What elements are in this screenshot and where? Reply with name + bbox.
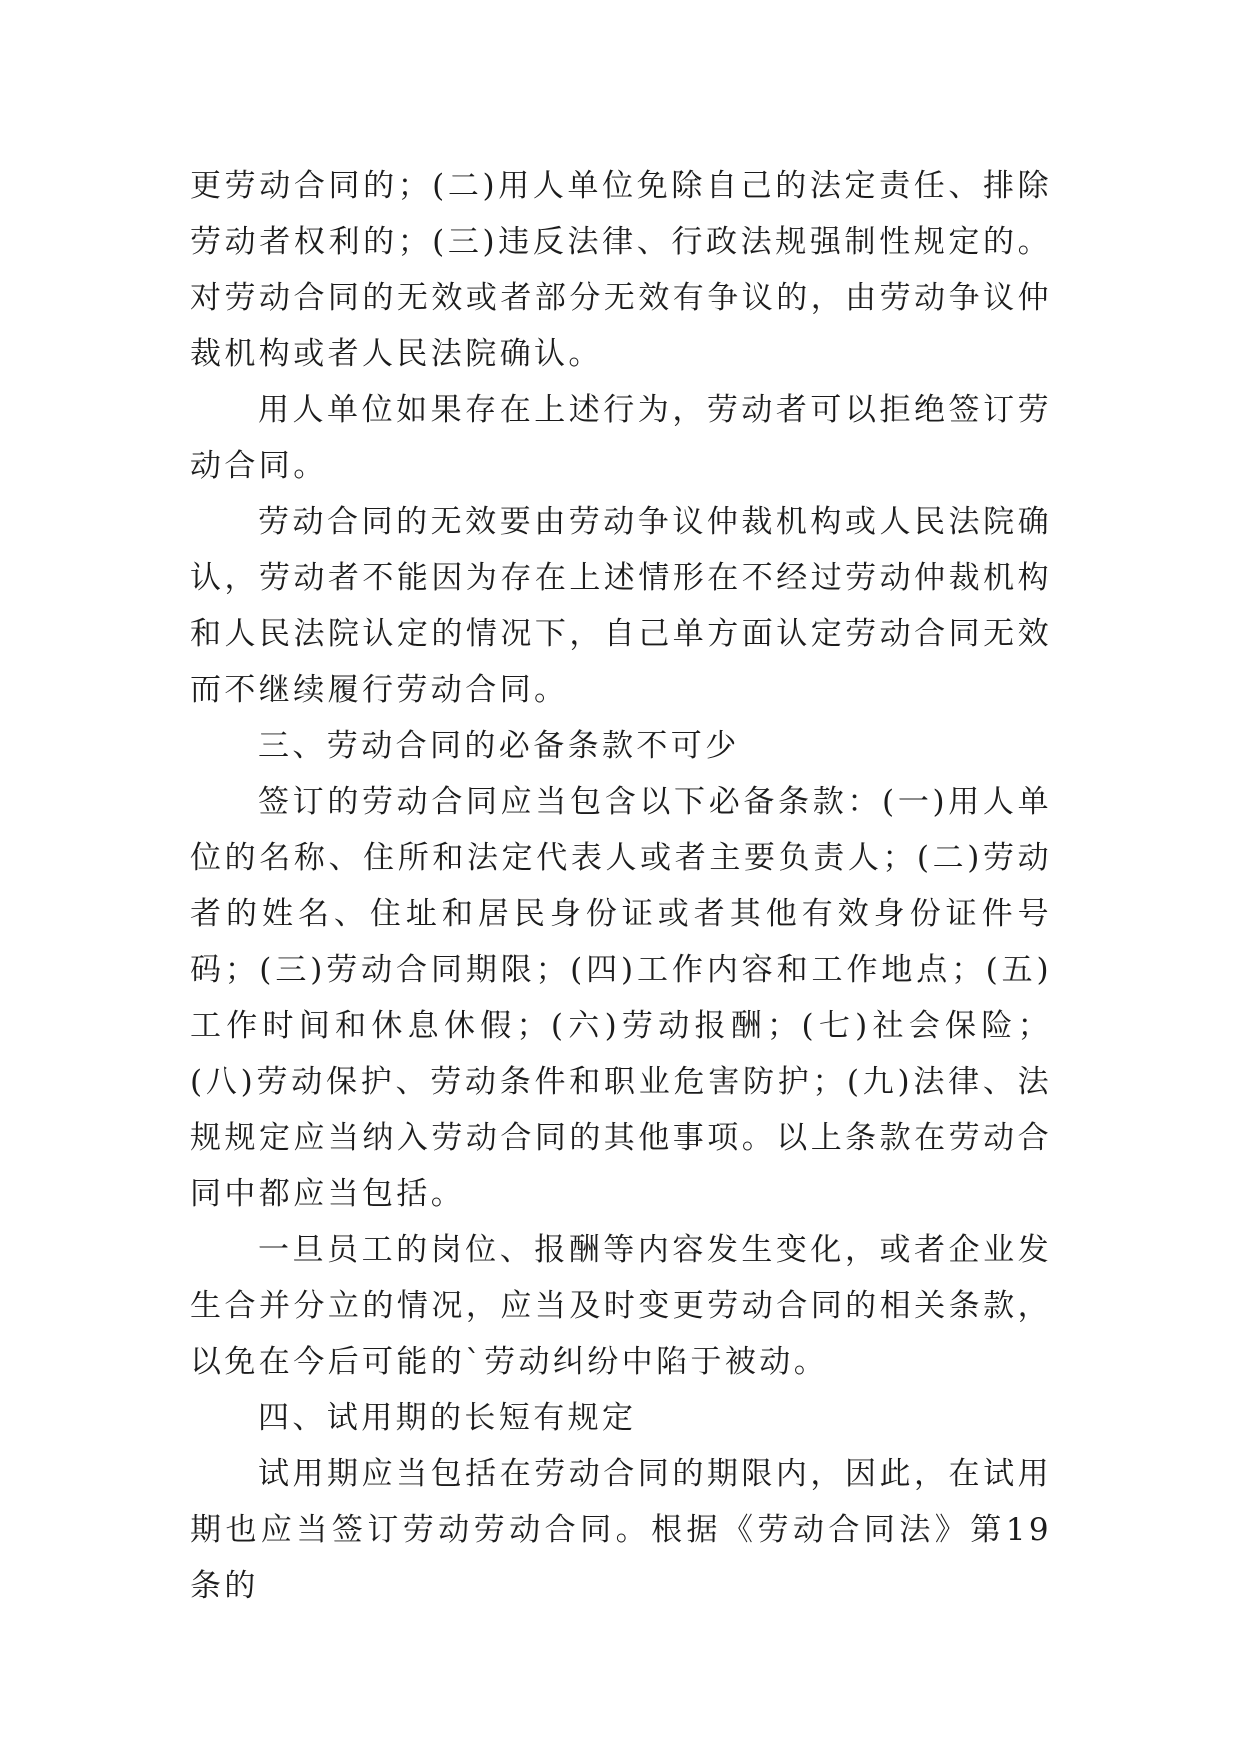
paragraph: 一旦员工的岗位、报酬等内容发生变化，或者企业发生合并分立的情况，应当及时变更劳动合同的相关条款，以免在今后可能的`劳动纠纷中陷于被动。	[190, 1232, 1052, 1380]
paragraph: 签订的劳动合同应当包含以下必备条款：(一)用人单位的名称、住所和法定代表人或者主要负责人；(二)劳动者的姓名、住址和居民身份证或者其他有效身份证件号码；(三)劳动合同期限；(四)工作内容和工作地点；(五)工作时间和休息休假；(六)劳动报酬；(七)社会保险；(八)劳动保护、劳动条件和职业危害防护；(九)法律、法规规定应当纳入劳动合同的其他事项。以上条款在劳动合同中都应当包括。	[190, 784, 1052, 1212]
document-body	[190, 158, 1052, 1614]
paragraph: 劳动合同的无效要由劳动争议仲裁机构或人民法院确认，劳动者不能因为存在上述情形在不经过劳动仲裁机构和人民法院认定的情况下，自己单方面认定劳动合同无效而不继续履行劳动合同。	[190, 504, 1052, 708]
section-heading: 四、试用期的长短有规定	[258, 1400, 637, 1436]
section-heading: 三、劳动合同的必备条款不可少	[258, 728, 740, 764]
paragraph: 更劳动合同的；(二)用人单位免除自己的法定责任、排除劳动者权利的；(三)违反法律、行政法规强制性规定的。对劳动合同的无效或者部分无效有争议的，由劳动争议仲裁机构或者人民法院确认。	[190, 168, 1052, 372]
paragraph: 用人单位如果存在上述行为，劳动者可以拒绝签订劳动合同。	[190, 392, 1052, 484]
paragraph: 试用期应当包括在劳动合同的期限内，因此，在试用期也应当签订劳动劳动合同。根据《劳动合同法》第19条的	[190, 1456, 1052, 1604]
